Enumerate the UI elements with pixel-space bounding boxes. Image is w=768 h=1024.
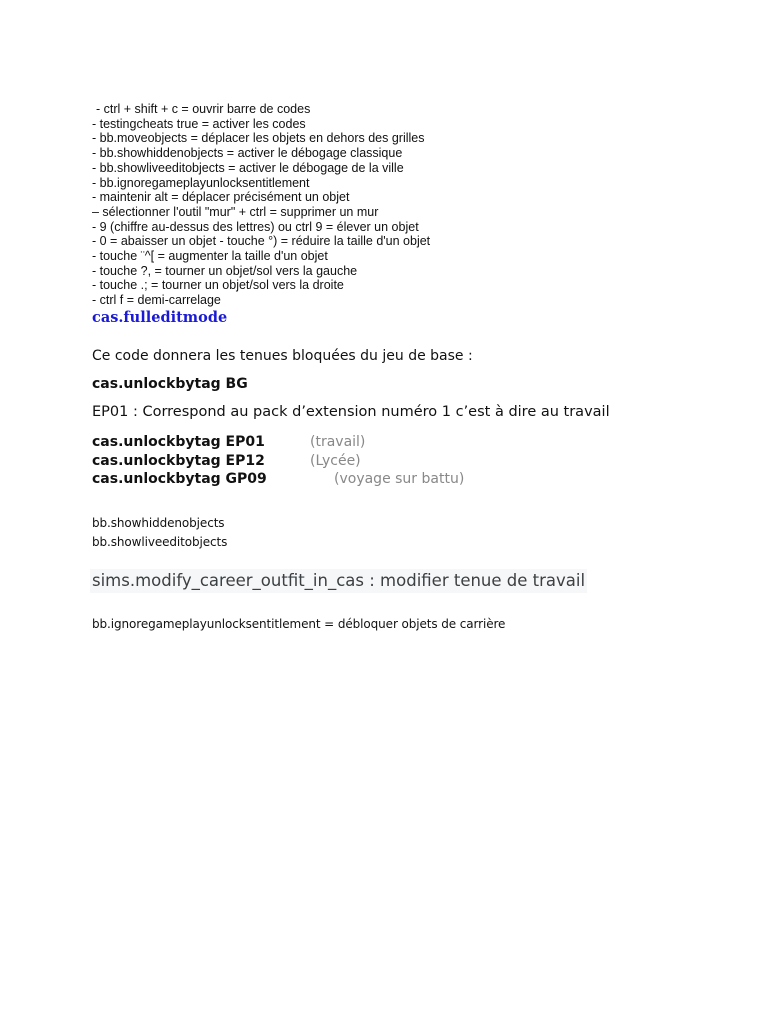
bg-unlock-code: cas.unlockbytag BG [92, 376, 248, 392]
sims-modify-career-outfit-line: sims.modify_career_outfit_in_cas : modifier tenue de travail [90, 569, 587, 593]
table-row [92, 470, 464, 489]
show-hidden-objects-line: bb.showhiddenobjects [92, 516, 225, 530]
list-item: - bb.showhiddenobjects = activer le débogage classique [92, 146, 403, 161]
table-row [92, 433, 464, 452]
unlock-code: cas.unlockbytag EP01 [92, 434, 265, 450]
cheat-code-list [92, 102, 430, 308]
list-item: - touche ¨^[ = augmenter la taille d'un objet [92, 249, 328, 264]
list-item: - 0 = abaisser un objet - touche °) = réduire la taille d'un objet [92, 234, 431, 249]
ignore-unlock-entitlement-line: bb.ignoregameplayunlocksentitlement = débloquer objets de carrière [92, 617, 506, 631]
list-item: - ctrl + shift + c = ouvrir barre de codes [96, 102, 311, 116]
list-item: – sélectionner l'outil "mur" + ctrl = supprimer un mur [92, 204, 379, 219]
list-item: - bb.moveobjects = déplacer les objets en dehors des grilles [92, 131, 425, 146]
list-item: - touche ?, = tourner un objet/sol vers la gauche [92, 263, 358, 278]
unlock-code-note: (travail) [310, 434, 366, 450]
unlock-code-note: (voyage sur battu) [334, 471, 465, 488]
list-item: - bb.showliveeditobjects = activer le débogage de la ville [92, 160, 404, 175]
list-item: - bb.ignoregameplayunlocksentitlement [92, 175, 310, 190]
list-item: - testingcheats true = activer les codes [92, 116, 306, 131]
intro-paragraph: Ce code donnera les tenues bloquées du jeu de base : [92, 348, 473, 364]
list-item: - maintenir alt = déplacer précisément un objet [92, 190, 350, 205]
list-item: - 9 (chiffre au-dessus des lettres) ou ctrl 9 = élever un objet [92, 219, 419, 234]
cas-fulleditmode-heading: cas.fulleditmode [92, 309, 228, 326]
list-item: - touche .; = tourner un objet/sol vers la droite [92, 278, 344, 293]
unlock-code-note: (Lycée) [310, 452, 361, 469]
unlock-codes-table [92, 433, 464, 489]
unlock-code: cas.unlockbytag EP12 [92, 452, 265, 469]
ep01-description: EP01 : Correspond au pack d’extension numéro 1 c’est à dire au travail [92, 404, 610, 420]
list-item: - ctrl f = demi-carrelage [92, 293, 221, 308]
unlock-code: cas.unlockbytag GP09 [92, 471, 267, 488]
table-row [92, 452, 464, 471]
show-live-edit-objects-line: bb.showliveeditobjects [92, 535, 228, 549]
